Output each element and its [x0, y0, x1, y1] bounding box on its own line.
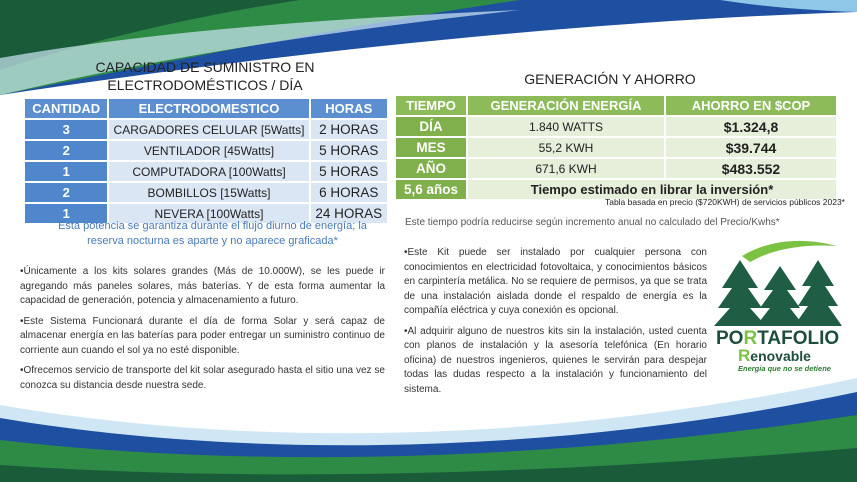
period-cell: AÑO [396, 159, 466, 178]
logo-tafolio: TAFOLIO [757, 328, 840, 349]
period-cell: MES [396, 138, 466, 157]
hours-cell: 6 HORAS [311, 183, 387, 202]
generation-cell: 55,2 KWH [468, 138, 664, 157]
qty-cell: 1 [25, 204, 107, 223]
qty-cell: 1 [25, 162, 107, 181]
appliance-cell: BOMBILLOS [15Watts] [109, 183, 308, 202]
hours-cell: 5 HORAS [311, 162, 387, 181]
header-electrodomestico: ELECTRODOMESTICO [109, 99, 308, 118]
bullet-installation: •Este Kit puede ser instalado por cualquier persona con conocimientos en electricidad fotovoltaica, y conocimientos básicos en carpintería metálica. No se requiere de permisos, ya que se trata de una instalación aislada donde el respaldo de energía es la compañía eléctrica y cuya conexión es opcional. [404, 247, 707, 316]
right-title: GENERACIÓN Y AHORRO [524, 71, 696, 87]
power-note [40, 219, 385, 249]
header-cantidad: CANTIDAD [25, 99, 107, 118]
generation-table-header [396, 96, 836, 115]
hours-cell: 24 HORAS [311, 204, 387, 223]
hours-cell: 5 HORAS [311, 141, 387, 160]
table-row [396, 117, 836, 136]
appliance-cell: VENTILADOR [45Watts] [109, 141, 308, 160]
logo-po: PO [716, 328, 744, 349]
appliance-cell: NEVERA [100Watts] [109, 204, 308, 223]
appliance-table-header [25, 99, 387, 118]
bullet-storage: •Este Sistema Funcionará durante el día de forma Solar y será capaz de almacenar energía en las baterías para poder entregar un suministro continuo de corriente aun cuando el sol ya no esté disponible. [20, 315, 385, 356]
table-row [25, 162, 387, 181]
logo-renovable [738, 346, 847, 365]
bullet-support: •Al adquirir alguno de nuestros kits sin la instalación, usted cuenta con planos de instalación y la asesoría telefónica (En horario oficina) de nuestros ingenieros, quienes le servirán para despejar todas las dudas respecto a la instalación y funcionamiento del sistema. [404, 325, 707, 395]
logo-enovable: enovable [750, 348, 811, 364]
bullet-transport: •Ofrecemos servicio de transporte del kit solar asegurado hasta el sitio una vez se conozca su distancia desde nuestra sede. [20, 365, 385, 391]
reduce-note: Este tiempo podría reducirse según incremento anual no calculado del Precio/Kwhs* [405, 217, 780, 228]
left-title-line2: ELECTRODOMÉSTICOS / DÍA [107, 77, 303, 93]
generation-cell: 1.840 WATTS [468, 117, 664, 136]
portafolio-logo [712, 238, 847, 378]
logo-wordmark [716, 329, 847, 349]
qty-cell: 3 [25, 120, 107, 139]
table-row [396, 138, 836, 157]
left-bullets [20, 265, 385, 399]
table-row [25, 183, 387, 202]
right-bullets [404, 246, 707, 403]
logo-r2: R [738, 346, 751, 365]
savings-cell: $483.552 [666, 159, 836, 178]
appliance-cell: COMPUTADORA [100Watts] [109, 162, 308, 181]
qty-cell: 2 [25, 183, 107, 202]
period-cell: 5,6 años [396, 180, 466, 199]
savings-cell: $1.324,8 [666, 117, 836, 136]
bullet-expansion: •Únicamente a los kits solares grandes (Más de 10.000W), se les puede ir agregando más paneles solares, más baterías. Y de esta forma aumentar la capacidad de generación, potencia y almacenamiento a futuro. [20, 266, 385, 306]
left-title-line1: CAPACIDAD DE SUMINISTRO EN [95, 59, 315, 75]
hours-cell: 2 HORAS [311, 120, 387, 139]
table-row [25, 120, 387, 139]
left-title [95, 58, 315, 94]
power-note-line2: reserva nocturna es aparte y no aparece graficada* [87, 235, 338, 247]
qty-cell: 2 [25, 141, 107, 160]
appliance-table [23, 97, 389, 225]
savings-cell: $39.744 [666, 138, 836, 157]
table-row [396, 159, 836, 178]
header-tiempo: TIEMPO [396, 96, 466, 115]
header-horas: HORAS [311, 99, 387, 118]
header-ahorro: AHORRO EN $COP [666, 96, 836, 115]
table-row [25, 141, 387, 160]
power-note-line1: Esta potencia se garantiza durante el flujo diurno de energía; la [58, 220, 367, 232]
header-generacion: GENERACIÓN ENERGÍA [468, 96, 664, 115]
appliance-cell: CARGADORES CELULAR [5Watts] [109, 120, 308, 139]
logo-r: R [743, 328, 758, 349]
payback-cell: Tiempo estimado en librar la inversión* [468, 180, 836, 199]
pine-trees-icon [712, 238, 847, 328]
table-note: Tabla basada en precio ($720KWH) de servicios públicos 2023* [604, 197, 845, 207]
generation-table [394, 94, 838, 201]
logo-tagline: Energia que no se detiene [738, 364, 831, 373]
generation-cell: 671,6 KWH [468, 159, 664, 178]
period-cell: DÍA [396, 117, 466, 136]
